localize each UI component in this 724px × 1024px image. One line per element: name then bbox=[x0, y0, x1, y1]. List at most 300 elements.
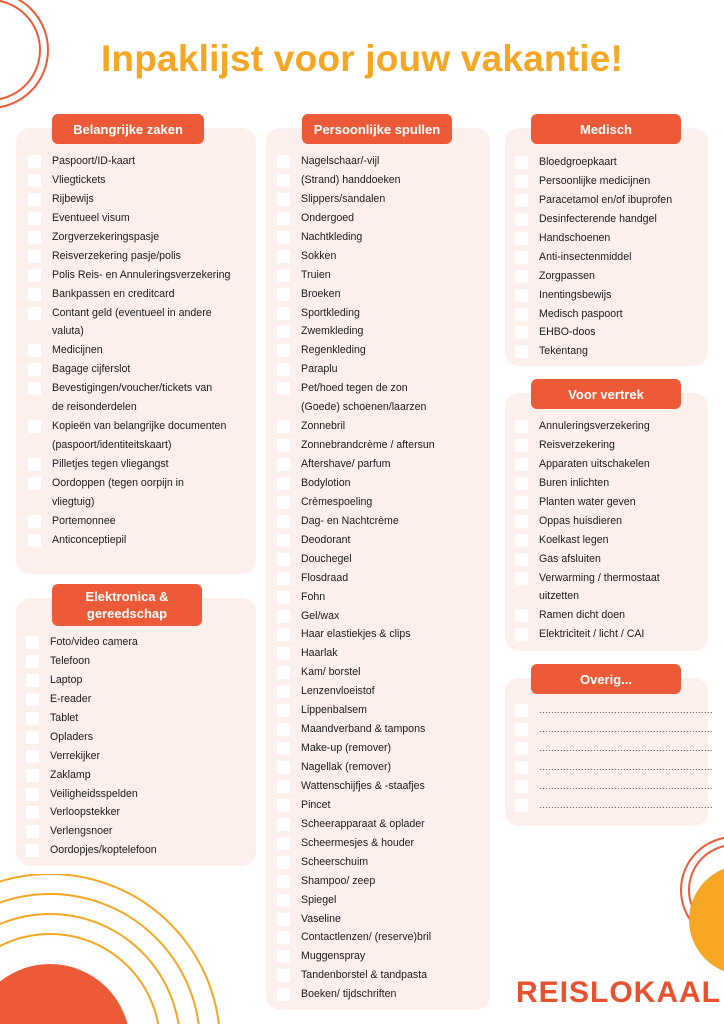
checklist-item-label: Apparaten uitschakelen bbox=[539, 457, 650, 470]
checkbox[interactable] bbox=[515, 326, 528, 339]
checkbox[interactable] bbox=[28, 288, 41, 301]
header-overig: Overig... bbox=[531, 664, 681, 694]
checkbox[interactable] bbox=[515, 761, 528, 774]
checkbox[interactable] bbox=[515, 477, 528, 490]
checklist-item-label: Lenzenvloeistof bbox=[301, 685, 375, 698]
checkbox[interactable] bbox=[28, 307, 41, 320]
checklist-item-label: Koelkast legen bbox=[539, 533, 609, 546]
list-overig bbox=[515, 701, 714, 815]
checkbox[interactable] bbox=[515, 194, 528, 207]
checkbox[interactable] bbox=[515, 496, 528, 509]
checklist-item-label: Shampoo/ zeep bbox=[301, 874, 376, 887]
checklist-item bbox=[277, 644, 487, 663]
checklist-item bbox=[515, 172, 705, 191]
checkbox[interactable] bbox=[26, 806, 39, 819]
checklist-item bbox=[515, 342, 705, 361]
checklist-item-label: Zaklamp bbox=[50, 768, 91, 781]
checklist-item bbox=[515, 758, 714, 777]
checklist-item-label: Crèmespoeling bbox=[301, 495, 373, 508]
checkbox[interactable] bbox=[515, 308, 528, 321]
checkbox[interactable] bbox=[277, 212, 290, 225]
checklist-item-label: Medicijnen bbox=[52, 344, 103, 357]
checklist-item bbox=[277, 474, 487, 493]
checklist-item bbox=[277, 171, 487, 190]
header-belangrijke-zaken: Belangrijke zaken bbox=[52, 114, 204, 144]
checklist-item-label: Vaseline bbox=[301, 912, 341, 925]
checkbox[interactable] bbox=[277, 193, 290, 206]
checklist-item bbox=[28, 266, 252, 285]
checklist-item-label: Pincet bbox=[301, 798, 331, 811]
checklist-item bbox=[28, 417, 252, 436]
checklist-item bbox=[277, 152, 487, 171]
checklist-item bbox=[28, 304, 252, 323]
checklist-item-label: Opladers bbox=[50, 730, 93, 743]
checklist-item-label: Anti-insectenmiddel bbox=[539, 250, 632, 263]
list-persoonlijke-spullen bbox=[277, 152, 487, 1004]
checklist-item bbox=[277, 815, 487, 834]
checklist-item-label: Slippers/sandalen bbox=[301, 192, 386, 205]
checkbox[interactable] bbox=[28, 534, 41, 547]
checklist-item-label: Kopieën van belangrijke documenten bbox=[52, 420, 227, 433]
checklist-item bbox=[26, 652, 250, 671]
checkbox[interactable] bbox=[277, 647, 290, 660]
checklist-item bbox=[515, 305, 705, 324]
checklist-item bbox=[277, 985, 487, 1004]
checkbox[interactable] bbox=[515, 723, 528, 736]
checklist-item-label: Paraplu bbox=[301, 363, 338, 376]
checkbox[interactable] bbox=[28, 155, 41, 168]
checklist-item bbox=[28, 152, 252, 171]
checklist-item bbox=[277, 891, 487, 910]
checklist-item-label: Make-up (remover) bbox=[301, 742, 392, 755]
checkbox[interactable] bbox=[277, 534, 290, 547]
checkbox[interactable] bbox=[277, 174, 290, 187]
checklist-item-label: .......................................................... bbox=[539, 761, 714, 772]
checklist-item bbox=[28, 531, 252, 550]
checklist-item-label: .......................................................... bbox=[539, 705, 714, 715]
checkbox[interactable] bbox=[26, 769, 39, 782]
checklist-item bbox=[277, 739, 487, 758]
checklist-item-label: Regenkleding bbox=[301, 344, 366, 357]
checkbox[interactable] bbox=[277, 761, 290, 774]
checklist-item bbox=[277, 834, 487, 853]
checklist-item bbox=[277, 928, 487, 947]
checkbox[interactable] bbox=[26, 693, 39, 706]
checkbox[interactable] bbox=[26, 825, 39, 838]
checklist-item-label: uitzetten bbox=[539, 590, 580, 603]
checkbox[interactable] bbox=[277, 515, 290, 528]
checkbox[interactable] bbox=[515, 515, 528, 528]
checkbox[interactable] bbox=[277, 553, 290, 566]
checklist-item bbox=[277, 398, 487, 417]
checklist-item bbox=[515, 606, 705, 625]
checkbox[interactable] bbox=[277, 439, 290, 452]
checklist-item-label: Douchegel bbox=[301, 552, 352, 565]
checkbox[interactable] bbox=[515, 780, 528, 793]
checklist-item-label: Wattenschijfjes & -staafjes bbox=[301, 779, 425, 792]
checkbox[interactable] bbox=[277, 931, 290, 944]
checklist-item bbox=[277, 360, 487, 379]
checklist-item bbox=[277, 209, 487, 228]
checklist-item-label: Persoonlijke medicijnen bbox=[539, 174, 651, 187]
checklist-item-label: Aftershave/ parfum bbox=[301, 458, 391, 470]
checklist-item-label: de reisonderdelen bbox=[52, 401, 137, 414]
checkbox[interactable] bbox=[277, 875, 290, 888]
checkbox[interactable] bbox=[26, 788, 39, 801]
checklist-item bbox=[277, 607, 487, 626]
checklist-item-label: Tandenborstel & tandpasta bbox=[301, 969, 428, 982]
checkbox[interactable] bbox=[515, 345, 528, 358]
checklist-item bbox=[515, 587, 705, 606]
checkbox[interactable] bbox=[277, 572, 290, 585]
checklist-item-label: Veiligheidsspelden bbox=[50, 787, 138, 800]
checklist-item bbox=[277, 796, 487, 815]
checkbox[interactable] bbox=[28, 174, 41, 187]
checklist-item bbox=[277, 777, 487, 796]
checklist-item-label: Nagellak (remover) bbox=[301, 761, 392, 773]
checkbox[interactable] bbox=[28, 231, 41, 244]
checklist-item bbox=[28, 341, 252, 360]
checkbox[interactable] bbox=[26, 712, 39, 725]
checklist-item bbox=[515, 417, 705, 436]
checkbox[interactable] bbox=[277, 742, 290, 755]
checklist-item bbox=[515, 267, 705, 286]
checkbox[interactable] bbox=[26, 674, 39, 687]
checkbox[interactable] bbox=[515, 270, 528, 283]
checkbox[interactable] bbox=[277, 818, 290, 831]
checkbox[interactable] bbox=[515, 609, 528, 622]
checkbox[interactable] bbox=[277, 685, 290, 698]
checkbox[interactable] bbox=[28, 344, 41, 357]
checklist-item bbox=[28, 285, 252, 304]
checkbox[interactable] bbox=[515, 799, 528, 812]
checklist-item-label: Rijbewijs bbox=[52, 192, 94, 205]
checkbox[interactable] bbox=[277, 250, 290, 263]
checklist-item-label: Tablet bbox=[50, 711, 79, 724]
header-elektronica bbox=[52, 584, 202, 626]
checklist-item bbox=[515, 701, 714, 720]
checkbox[interactable] bbox=[277, 458, 290, 471]
checklist-item-label: Nachtkleding bbox=[301, 230, 363, 243]
checklist-item bbox=[277, 493, 487, 512]
checklist-item bbox=[515, 625, 705, 644]
checklist-item bbox=[515, 248, 705, 267]
checklist-item-label: Sportkleding bbox=[301, 306, 360, 319]
checkbox[interactable] bbox=[277, 155, 290, 168]
checklist-item-label: Scheerapparaat & oplader bbox=[301, 817, 425, 830]
checkbox[interactable] bbox=[515, 251, 528, 264]
checklist-item bbox=[28, 322, 252, 341]
checklist-item bbox=[277, 853, 487, 872]
checkbox[interactable] bbox=[28, 420, 41, 433]
checkbox[interactable] bbox=[277, 591, 290, 604]
checklist-item-label: .......................................................... bbox=[539, 780, 714, 791]
list-elektronica bbox=[26, 633, 250, 860]
header-elektronica-line2: gereedschap bbox=[86, 606, 168, 621]
checklist-item bbox=[277, 720, 487, 739]
checkbox[interactable] bbox=[515, 289, 528, 302]
checkbox[interactable] bbox=[28, 250, 41, 263]
checklist-item-label: Truien bbox=[301, 268, 331, 281]
checklist-item bbox=[515, 323, 705, 342]
header-persoonlijke-spullen: Persoonlijke spullen bbox=[302, 114, 452, 144]
checklist-item bbox=[277, 341, 487, 360]
checklist-item bbox=[277, 758, 487, 777]
checkbox[interactable] bbox=[515, 458, 528, 471]
checklist-item bbox=[26, 766, 250, 785]
checklist-item-label: Contactlenzen/ (reserve)bril bbox=[301, 931, 432, 944]
checklist-item-label: Scheermesjes & houder bbox=[301, 836, 415, 849]
corner-circles-right-decoration bbox=[634, 820, 724, 980]
checkbox[interactable] bbox=[28, 458, 41, 471]
checklist-item bbox=[26, 728, 250, 747]
checklist-item bbox=[26, 709, 250, 728]
checkbox[interactable] bbox=[515, 156, 528, 169]
checklist-item-label: Contant geld (eventueel in andere bbox=[52, 306, 212, 319]
checklist-item bbox=[277, 588, 487, 607]
checklist-item-label: Zonnebril bbox=[301, 420, 346, 433]
checklist-item-label: Kam/ borstel bbox=[301, 666, 361, 679]
checkbox[interactable] bbox=[277, 269, 290, 282]
checklist-item-label: Medisch paspoort bbox=[539, 307, 623, 320]
checklist-item bbox=[515, 569, 705, 588]
checklist-item-label: Fohn bbox=[301, 590, 326, 603]
checklist-item-label: Spiegel bbox=[301, 893, 337, 906]
checkbox[interactable] bbox=[277, 325, 290, 338]
checkbox[interactable] bbox=[277, 628, 290, 641]
checklist-item-label: valuta) bbox=[52, 325, 84, 338]
checkbox[interactable] bbox=[28, 212, 41, 225]
checklist-item bbox=[277, 285, 487, 304]
checklist-item-label: Oordoppen (tegen oorpijn in bbox=[52, 476, 184, 489]
header-voor-vertrek: Voor vertrek bbox=[531, 379, 681, 409]
checklist-item bbox=[26, 803, 250, 822]
checklist-item bbox=[277, 569, 487, 588]
checklist-item-label: (Strand) handdoeken bbox=[301, 173, 401, 186]
checklist-item bbox=[277, 966, 487, 985]
checklist-item-label: Zorgverzekeringspasje bbox=[52, 230, 160, 243]
checkbox[interactable] bbox=[515, 628, 528, 641]
checklist-item-label: Gas afsluiten bbox=[539, 552, 601, 565]
checkbox[interactable] bbox=[277, 723, 290, 736]
checklist-item-label: Desinfecterende handgel bbox=[539, 212, 657, 225]
checkbox[interactable] bbox=[515, 439, 528, 452]
checklist-item-label: Verwarming / thermostaat bbox=[539, 571, 660, 584]
checkbox[interactable] bbox=[28, 515, 41, 528]
checklist-item-label: Bankpassen en creditcard bbox=[52, 287, 175, 300]
checkbox[interactable] bbox=[277, 477, 290, 490]
checkbox[interactable] bbox=[277, 288, 290, 301]
checklist-item bbox=[515, 796, 714, 815]
checklist-item-label: Haar elastiekjes & clips bbox=[301, 628, 411, 641]
checkbox[interactable] bbox=[515, 742, 528, 755]
checkbox[interactable] bbox=[277, 344, 290, 357]
checklist-item-label: Foto/video camera bbox=[50, 636, 138, 648]
checkbox[interactable] bbox=[28, 269, 41, 282]
checkbox[interactable] bbox=[515, 232, 528, 245]
checklist-item-label: Annuleringsverzekering bbox=[539, 420, 650, 432]
checklist-item bbox=[28, 512, 252, 531]
checklist-item-label: Paracetamol en/of ibuprofen bbox=[539, 193, 673, 206]
checklist-item bbox=[277, 322, 487, 341]
checkbox[interactable] bbox=[277, 837, 290, 850]
header-medisch: Medisch bbox=[531, 114, 681, 144]
checklist-item-label: Broeken bbox=[301, 287, 341, 300]
checklist-item bbox=[515, 531, 705, 550]
checkbox[interactable] bbox=[277, 894, 290, 907]
checkbox[interactable] bbox=[277, 496, 290, 509]
checklist-item-label: Bevestigingen/voucher/tickets van bbox=[52, 382, 213, 395]
checklist-item bbox=[515, 229, 705, 248]
checkbox[interactable] bbox=[28, 382, 41, 395]
checklist-item-label: Maandverband & tampons bbox=[301, 723, 426, 736]
checkbox[interactable] bbox=[515, 572, 528, 585]
checklist-item-label: Haarlak bbox=[301, 647, 338, 660]
checklist-item bbox=[28, 379, 252, 398]
checklist-item bbox=[28, 436, 252, 455]
checklist-item bbox=[515, 739, 714, 758]
checklist-item bbox=[28, 493, 252, 512]
checklist-item-label: E-reader bbox=[50, 692, 92, 705]
checklist-item bbox=[28, 228, 252, 247]
checkbox[interactable] bbox=[515, 534, 528, 547]
checklist-item-label: Oordopjes/koptelefoon bbox=[50, 844, 157, 857]
checklist-item bbox=[277, 379, 487, 398]
checkbox[interactable] bbox=[28, 477, 41, 490]
checkbox[interactable] bbox=[277, 231, 290, 244]
checklist-item bbox=[26, 690, 250, 709]
checkbox[interactable] bbox=[277, 969, 290, 982]
checklist-item-label: Ramen dicht doen bbox=[539, 609, 625, 622]
checklist-item-label: Vliegtickets bbox=[52, 173, 106, 186]
checkbox[interactable] bbox=[26, 750, 39, 763]
checklist-item bbox=[277, 872, 487, 891]
checkbox[interactable] bbox=[26, 655, 39, 668]
checkbox[interactable] bbox=[515, 553, 528, 566]
checklist-item bbox=[28, 455, 252, 474]
checklist-item-label: Gel/wax bbox=[301, 609, 340, 622]
checklist-item-label: Dag- en Nachtcrème bbox=[301, 514, 399, 527]
checkbox[interactable] bbox=[277, 363, 290, 376]
page-title: Inpaklijst voor jouw vakantie! bbox=[100, 38, 624, 79]
checkbox[interactable] bbox=[26, 731, 39, 744]
checklist-item-label: Oppas huisdieren bbox=[539, 514, 623, 527]
checklist-item bbox=[277, 266, 487, 285]
checklist-item bbox=[515, 493, 705, 512]
checkbox[interactable] bbox=[277, 988, 290, 1001]
checklist-item bbox=[515, 455, 705, 474]
checklist-item bbox=[277, 625, 487, 644]
checklist-item bbox=[28, 474, 252, 493]
checklist-item bbox=[26, 785, 250, 804]
checklist-item-label: Laptop bbox=[50, 673, 83, 686]
checklist-item bbox=[26, 671, 250, 690]
checkbox[interactable] bbox=[28, 193, 41, 206]
checklist-item-label: Bloedgroepkaart bbox=[539, 156, 617, 168]
checkbox[interactable] bbox=[277, 950, 290, 963]
checklist-item bbox=[515, 550, 705, 569]
checklist-item bbox=[277, 190, 487, 209]
checklist-item bbox=[28, 398, 252, 417]
checkbox[interactable] bbox=[515, 175, 528, 188]
checklist-item-label: Tekentang bbox=[539, 345, 588, 358]
checkbox[interactable] bbox=[277, 666, 290, 679]
checkbox[interactable] bbox=[277, 307, 290, 320]
checkbox[interactable] bbox=[515, 420, 528, 433]
checklist-item-label: Inentingsbewijs bbox=[539, 288, 612, 301]
checkbox[interactable] bbox=[277, 420, 290, 433]
checkbox[interactable] bbox=[277, 610, 290, 623]
list-belangrijke-zaken bbox=[28, 152, 252, 550]
checklist-item-label: Ondergoed bbox=[301, 211, 355, 224]
checklist-item-label: Bodylotion bbox=[301, 476, 351, 489]
reislokaal-logo: REISLOKAAL bbox=[516, 976, 721, 1009]
checklist-item-label: Pet/hoed tegen de zon bbox=[301, 382, 408, 395]
checkbox[interactable] bbox=[28, 363, 41, 376]
checklist-item-label: Portemonnee bbox=[52, 514, 116, 527]
list-voor-vertrek bbox=[515, 417, 705, 644]
checklist-item bbox=[277, 701, 487, 720]
checklist-item bbox=[28, 360, 252, 379]
checklist-item-label: Pilletjes tegen vliegangst bbox=[52, 458, 169, 470]
checklist-item bbox=[277, 663, 487, 682]
checklist-item-label: Anticonceptiepil bbox=[52, 533, 127, 546]
corner-circles-bottom-left-decoration bbox=[0, 874, 250, 1024]
checkbox[interactable] bbox=[277, 704, 290, 717]
checklist-item bbox=[515, 474, 705, 493]
checklist-item bbox=[28, 190, 252, 209]
checklist-item-label: .......................................................... bbox=[539, 742, 714, 753]
checklist-item-label: .......................................................... bbox=[539, 799, 714, 810]
checklist-item bbox=[277, 682, 487, 701]
checkbox[interactable] bbox=[277, 382, 290, 395]
header-elektronica-line1: Elektronica & bbox=[85, 589, 169, 604]
checklist-item bbox=[26, 841, 250, 860]
checklist-item-label: (Goede) schoenen/laarzen bbox=[301, 401, 427, 414]
checklist-item-label: Handschoenen bbox=[539, 231, 611, 244]
checkbox[interactable] bbox=[277, 913, 290, 926]
checklist-item-label: Verloopstekker bbox=[50, 806, 121, 819]
checklist-item bbox=[515, 512, 705, 531]
checklist-item bbox=[26, 822, 250, 841]
checklist-item-label: Elektriciteit / licht / CAI bbox=[539, 628, 645, 641]
checkbox[interactable] bbox=[277, 799, 290, 812]
checklist-item bbox=[515, 777, 714, 796]
checkbox[interactable] bbox=[515, 704, 528, 717]
checklist-item-label: Deodorant bbox=[301, 533, 351, 546]
checklist-item-label: Scheerschuim bbox=[301, 855, 369, 868]
checklist-item-label: Boeken/ tijdschriften bbox=[301, 988, 397, 1001]
checklist-item bbox=[277, 531, 487, 550]
checklist-item bbox=[28, 209, 252, 228]
checklist-item-label: Paspoort/ID-kaart bbox=[52, 155, 136, 167]
checkbox[interactable] bbox=[515, 213, 528, 226]
checklist-item bbox=[515, 210, 705, 229]
checklist-item-label: Lippenbalsem bbox=[301, 704, 367, 717]
checklist-item-label: Reisverzekering bbox=[539, 438, 615, 451]
checklist-item-label: Zwemkleding bbox=[301, 325, 364, 338]
checkbox[interactable] bbox=[26, 844, 39, 857]
list-medisch bbox=[515, 153, 705, 361]
checkbox[interactable] bbox=[277, 856, 290, 869]
checkbox[interactable] bbox=[277, 780, 290, 793]
checklist-item-label: Bagage cijferslot bbox=[52, 363, 131, 376]
checklist-item bbox=[515, 191, 705, 210]
checkbox[interactable] bbox=[26, 636, 39, 649]
checklist-item-label: Sokken bbox=[301, 249, 337, 262]
checklist-item bbox=[277, 512, 487, 531]
checklist-item-label: (paspoort/identiteitskaart) bbox=[52, 439, 172, 452]
